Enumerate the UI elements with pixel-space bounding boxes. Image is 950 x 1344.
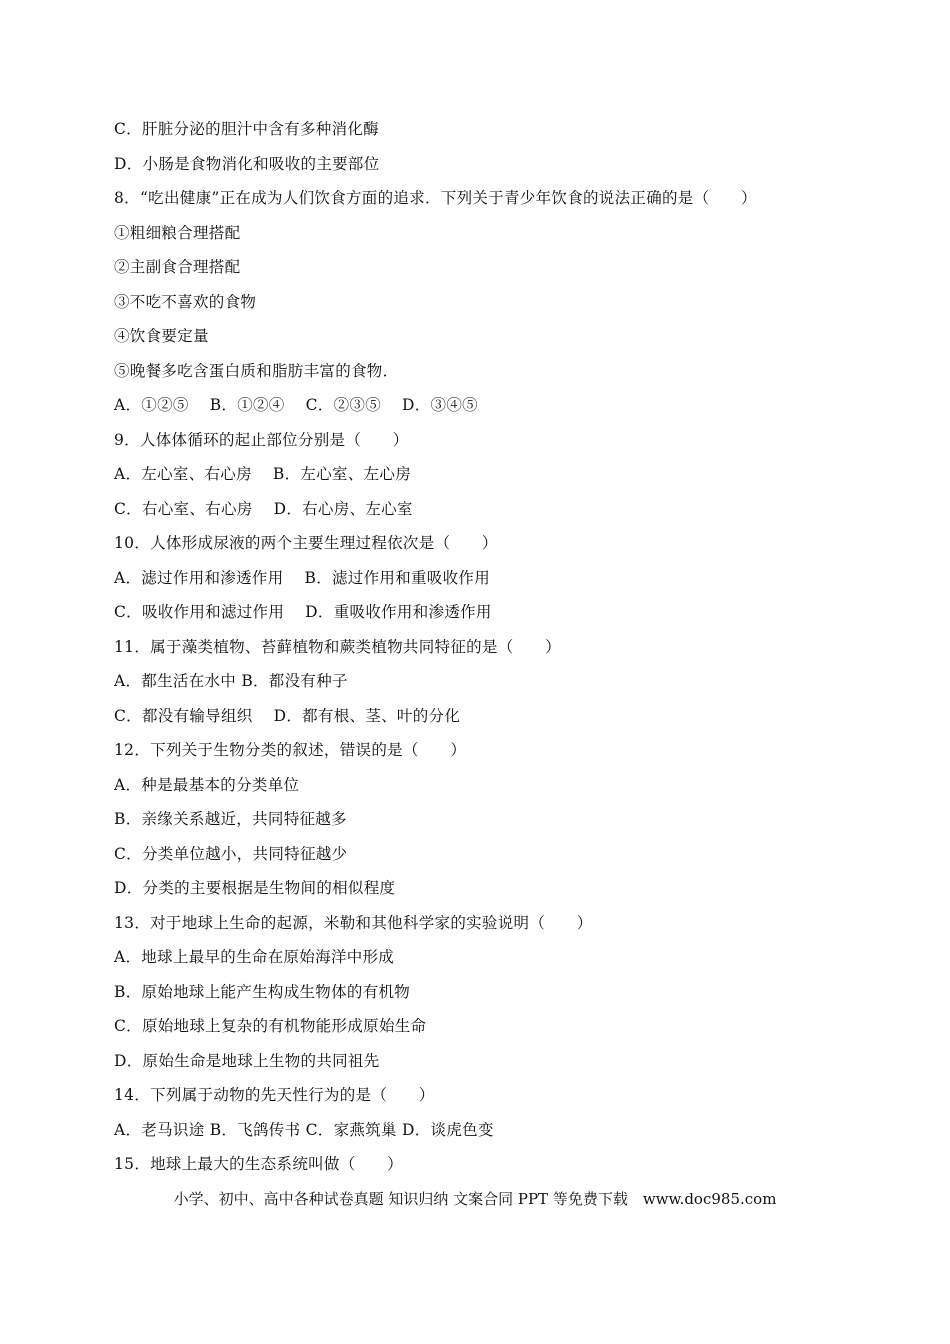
answer-option: C．原始地球上复杂的有机物能形成原始生命 [114,1017,427,1035]
question-stem: 8．“吃出健康”正在成为人们饮食方面的追求．下列关于青少年饮食的说法正确的是（ ） [114,189,757,207]
text-line: ⑤晚餐多吃含蛋白质和脂肪丰富的食物． [114,361,399,380]
question-list [114,112,874,1182]
question-stem: 9．人体体循环的起止部位分别是（ ） [114,430,409,449]
answer-options: C．右心室、右心房 D．右心房、左心室 [114,499,413,518]
answer-option: A．地球上最早的生命在原始海洋中形成 [114,948,395,966]
answer-options: A．都生活在水中 B．都没有种子 [114,672,348,690]
answer-options: A．老马识途 B．飞鸽传书 C．家燕筑巢 D．谈虎色变 [114,1120,494,1139]
text-line: ①粗细粮合理搭配 [114,223,241,242]
answer-options: C．都没有输导组织 D．都有根、茎、叶的分化 [114,706,461,725]
answer-options: C．吸收作用和滤过作用 D．重吸收作用和渗透作用 [114,603,492,621]
answer-option: D．分类的主要根据是生物间的相似程度 [114,879,396,897]
answer-options: A．滤过作用和渗透作用 B．滤过作用和重吸收作用 [114,568,491,587]
question-stem: 11．属于藻类植物、苔藓植物和蕨类植物共同特征的是（ ） [114,637,561,656]
answer-options: A．左心室、右心房 B．左心室、左心房 [114,465,412,483]
answer-option: B．亲缘关系越近，共同特征越多 [114,810,347,828]
answer-option: D．原始生命是地球上生物的共同祖先 [114,1051,380,1070]
question-stem: 12．下列关于生物分类的叙述，错误的是（ ） [114,741,467,759]
text-line: ②主副食合理搭配 [114,258,241,276]
text-line: ③不吃不喜欢的食物 [114,292,257,311]
question-stem: 14．下列属于动物的先天性行为的是（ ） [114,1086,435,1104]
answer-option: A．种是最基本的分类单位 [114,775,300,794]
answer-option: C．分类单位越小，共同特征越少 [114,844,348,863]
answer-options: A．①②⑤ B．①②④ C．②③⑤ D．③④⑤ [114,396,478,414]
question-stem: 13．对于地球上生命的起源，米勒和其他科学家的实验说明（ ） [114,913,593,932]
page-footer: 小学、初中、高中各种试卷真题 知识归纳 文案合同 PPT 等免费下载 www.doc985.com [173,1190,777,1208]
answer-option: B．原始地球上能产生构成生物体的有机物 [114,982,411,1001]
text-line: ④饮食要定量 [114,327,209,345]
question-stem: 15．地球上最大的生态系统叫做（ ） [114,1155,403,1173]
text-line: D．小肠是食物消化和吸收的主要部位 [114,154,380,173]
text-line: C．肝脏分泌的胆汁中含有多种消化酶 [114,120,379,138]
question-stem: 10．人体形成尿液的两个主要生理过程依次是（ ） [114,534,498,552]
